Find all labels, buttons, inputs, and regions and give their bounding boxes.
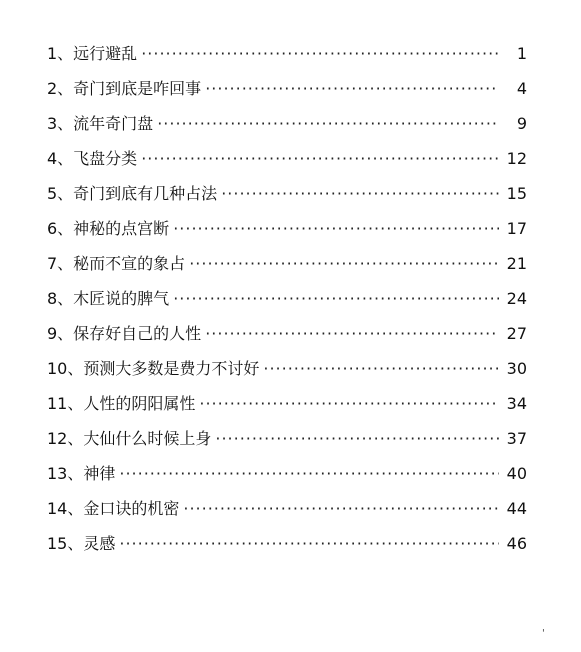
dot-leader (221, 176, 499, 211)
toc-title: 2、奇门到底是咋回事 (47, 79, 202, 98)
toc-page-number: 9 (516, 114, 527, 133)
toc-title: 5、奇门到底有几种占法 (47, 184, 218, 203)
toc-entry-6 (47, 211, 527, 246)
toc-page-number: 40 (506, 464, 527, 483)
toc-entry-8 (47, 281, 527, 316)
toc-page-number: 4 (516, 79, 527, 98)
toc-page-number: 30 (506, 359, 527, 378)
dot-leader (199, 386, 499, 421)
toc-entry-2 (47, 71, 527, 106)
toc-entry-4 (47, 141, 527, 176)
dot-leader (119, 456, 499, 491)
toc-title: 8、木匠说的脾气 (47, 289, 170, 308)
toc-page-number: 27 (506, 324, 527, 343)
toc-title: 9、保存好自己的人性 (47, 324, 202, 343)
dot-leader (119, 526, 499, 561)
dot-leader (141, 36, 499, 71)
toc-entry-3 (47, 106, 527, 141)
toc-entry-12 (47, 421, 527, 456)
toc-entry-15 (47, 526, 527, 561)
toc-page-number: 1 (516, 44, 527, 63)
toc-entry-10 (47, 351, 527, 386)
toc-title: 10、预测大多数是费力不讨好 (47, 359, 260, 378)
toc-page-number: 15 (506, 184, 527, 203)
dot-leader (173, 211, 499, 246)
dot-leader (205, 71, 499, 106)
toc-page-number: 46 (506, 534, 527, 553)
toc-title: 12、大仙什么时候上身 (47, 429, 212, 448)
toc-page-number: 24 (506, 289, 527, 308)
toc-page-number: 12 (506, 149, 527, 168)
toc-title: 7、秘而不宣的象占 (47, 254, 186, 273)
toc-entry-5 (47, 176, 527, 211)
table-of-contents (47, 36, 527, 561)
toc-page-number: 34 (506, 394, 527, 413)
toc-title: 6、神秘的点宫断 (47, 219, 170, 238)
toc-title: 15、灵感 (47, 534, 116, 553)
toc-entry-13 (47, 456, 527, 491)
toc-entry-9 (47, 316, 527, 351)
toc-entry-11 (47, 386, 527, 421)
corner-mark: ' (542, 628, 545, 639)
dot-leader (141, 141, 499, 176)
toc-entry-1 (47, 36, 527, 71)
toc-title: 14、金口诀的机密 (47, 499, 180, 518)
toc-title: 3、流年奇门盘 (47, 114, 154, 133)
toc-title: 11、人性的阴阳属性 (47, 394, 196, 413)
dot-leader (157, 106, 499, 141)
toc-entry-7 (47, 246, 527, 281)
dot-leader (263, 351, 499, 386)
dot-leader (205, 316, 499, 351)
toc-title: 4、飞盘分类 (47, 149, 138, 168)
toc-title: 1、远行避乱 (47, 44, 138, 63)
dot-leader (183, 491, 499, 526)
toc-page-number: 17 (506, 219, 527, 238)
toc-page-number: 44 (506, 499, 527, 518)
dot-leader (215, 421, 499, 456)
toc-page-number: 37 (506, 429, 527, 448)
toc-title: 13、神律 (47, 464, 116, 483)
toc-page-number: 21 (506, 254, 527, 273)
dot-leader (189, 246, 499, 281)
dot-leader (173, 281, 499, 316)
toc-entry-14 (47, 491, 527, 526)
